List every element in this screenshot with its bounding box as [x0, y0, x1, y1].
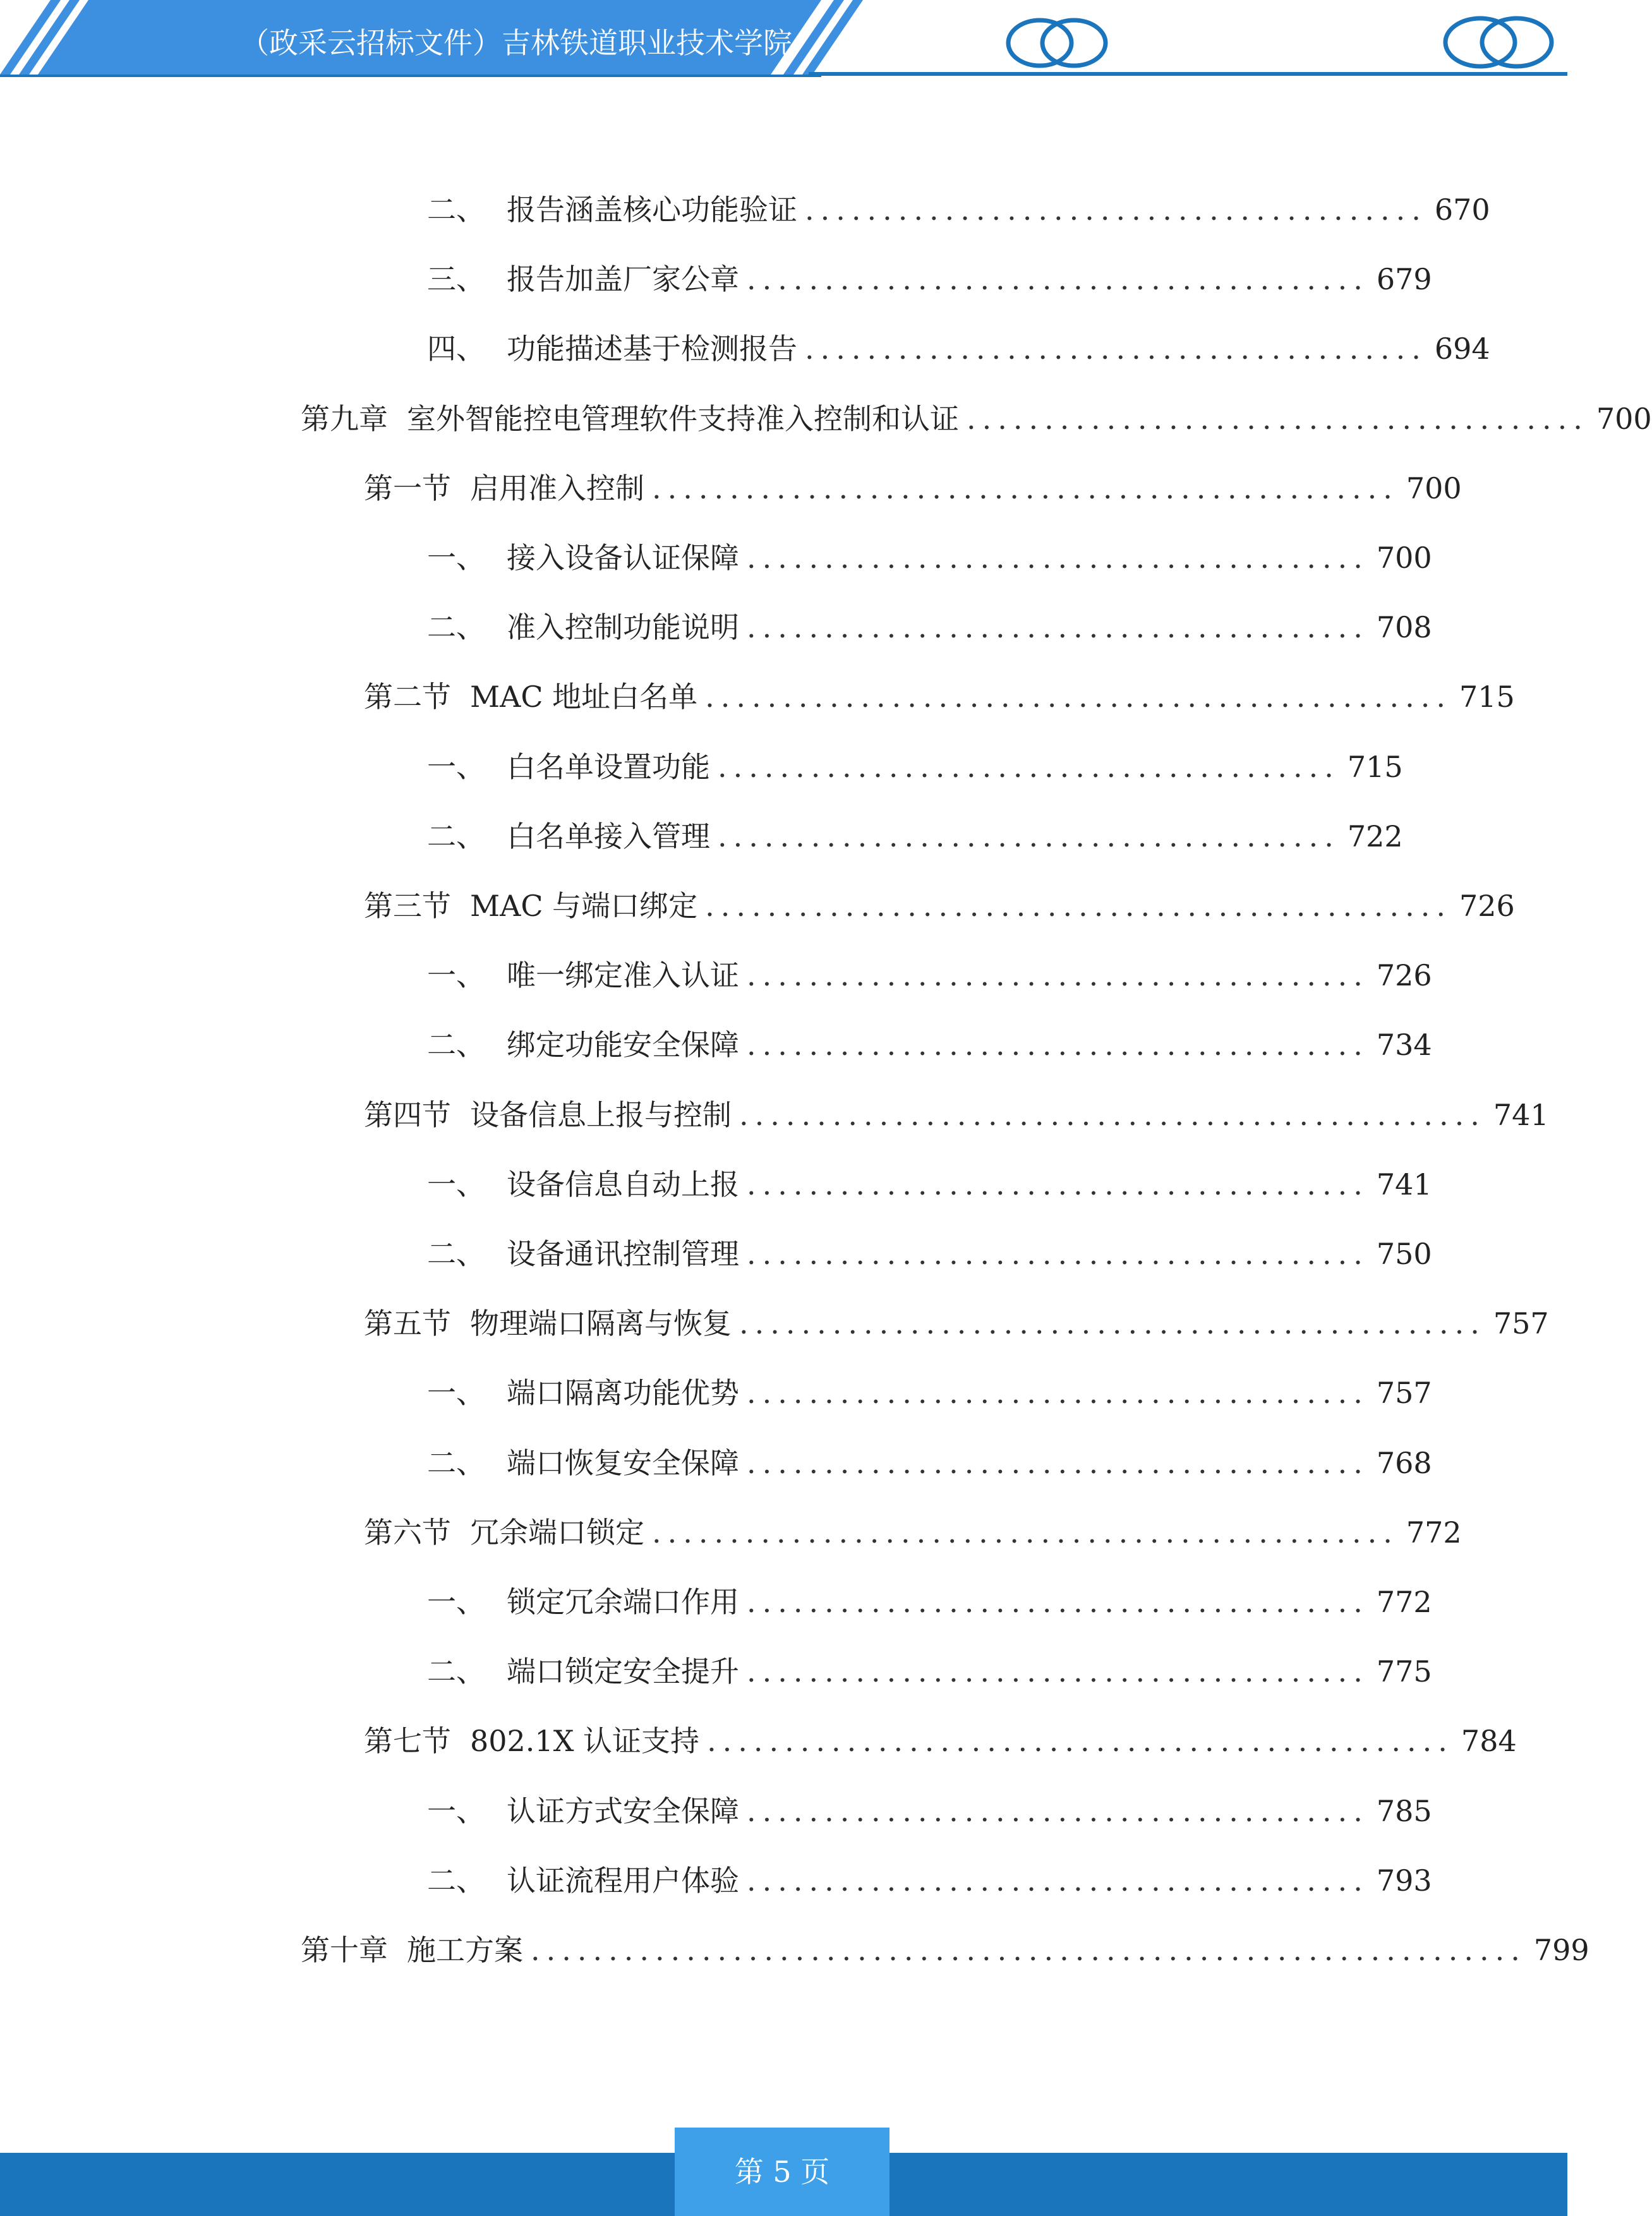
toc-entry-title: 认证方式安全保障	[507, 1794, 739, 1828]
toc-entry[interactable]	[427, 323, 1490, 374]
toc-entry-number: 一、	[427, 750, 485, 784]
toc-entry-page: 793	[1376, 1864, 1432, 1898]
toc-entry-title: 端口锁定安全提升	[507, 1654, 739, 1689]
toc-entry-number: 第一节	[364, 471, 451, 505]
toc-entry-leader: ........................................	[747, 1864, 1369, 1898]
toc-entry-number: 二、	[427, 1237, 485, 1271]
toc-entry-leader: ........................................	[747, 1585, 1369, 1619]
toc-entry-number: 第二节	[364, 680, 451, 714]
toc-entry-title: 白名单设置功能	[507, 750, 710, 784]
toc-entry-leader: ........................................	[747, 1237, 1369, 1271]
toc-entry-title: 施工方案	[407, 1933, 523, 1967]
toc-entry-leader: ........................................	[747, 1167, 1369, 1201]
toc-entry-number: 二、	[427, 1446, 485, 1480]
header-title: （政采云招标文件）吉林铁道职业技术学院	[240, 26, 792, 60]
toc-entry[interactable]	[427, 1159, 1432, 1210]
toc-entry-leader: ................................................	[652, 471, 1399, 505]
toc-entry[interactable]	[427, 1646, 1432, 1697]
toc-entry-page: 670	[1434, 193, 1490, 227]
toc-entry-leader: ........................................	[747, 541, 1369, 575]
toc-entry-page: 757	[1493, 1306, 1549, 1340]
toc-entry-number: 一、	[427, 1376, 485, 1410]
toc-entry-title: MAC 地址白名单	[470, 680, 698, 714]
toc-entry-title: 白名单接入管理	[507, 819, 710, 853]
toc-entry-number: 二、	[427, 1864, 485, 1898]
toc-entry-leader: ................................................	[739, 1306, 1486, 1340]
toc-entry[interactable]	[301, 1925, 1589, 1975]
toc-entry-page: 726	[1459, 889, 1515, 923]
toc-entry-title: 绑定功能安全保障	[507, 1028, 739, 1062]
toc-entry-leader: ........................................	[718, 750, 1340, 784]
toc-entry-number: 二、	[427, 610, 485, 644]
toc-entry-number: 二、	[427, 819, 485, 853]
toc-entry-title: 报告涵盖核心功能验证	[507, 193, 797, 227]
toc-entry[interactable]	[427, 950, 1432, 1001]
toc-entry-page: 775	[1376, 1654, 1432, 1689]
toc-entry-number: 第四节	[364, 1098, 451, 1132]
toc-entry[interactable]	[364, 881, 1515, 931]
toc-entry-number: 一、	[427, 541, 485, 575]
toc-entry-number: 一、	[427, 958, 485, 992]
toc-entry-leader: ........................................	[718, 819, 1340, 853]
toc-entry-page: 700	[1376, 541, 1432, 575]
toc-entry[interactable]	[427, 184, 1490, 235]
toc-entry-page: 799	[1533, 1933, 1589, 1967]
toc-entry-number: 第六节	[364, 1515, 451, 1550]
toc-entry-leader: ........................................	[747, 1654, 1369, 1689]
toc-entry-title: 802.1X 认证支持	[470, 1724, 700, 1758]
toc-entry-title: 认证流程用户体验	[507, 1864, 739, 1898]
toc-entry-title: 准入控制功能说明	[507, 610, 739, 644]
toc-entry-number: 第十章	[301, 1933, 388, 1967]
toc-entry[interactable]	[427, 1229, 1432, 1279]
toc-entry-title: 启用准入控制	[470, 471, 644, 505]
toc-entry-leader: ................................................	[739, 1098, 1486, 1132]
toc-entry-number: 三、	[427, 262, 485, 296]
toc-entry-title: 设备通讯控制管理	[507, 1237, 739, 1271]
toc-entry-page: 772	[1406, 1515, 1462, 1550]
toc-entry-page: 722	[1347, 819, 1403, 853]
toc-entry-page: 741	[1376, 1167, 1432, 1201]
toc-entry-title: 接入设备认证保障	[507, 541, 739, 575]
toc-entry-page: 715	[1347, 750, 1403, 784]
toc-entry-title: 室外智能控电管理软件支持准入控制和认证	[407, 402, 959, 436]
toc-entry[interactable]	[364, 1716, 1517, 1766]
toc-entry-page: 785	[1376, 1794, 1432, 1828]
toc-entry-leader: ................................................	[707, 1724, 1454, 1758]
page-number: 第 5 页	[675, 2128, 889, 2216]
toc-entry-number: 四、	[427, 332, 485, 366]
toc-entry-leader: ........................................	[805, 332, 1427, 366]
toc-entry[interactable]	[427, 742, 1403, 792]
toc-entry-title: 冗余端口锁定	[470, 1515, 644, 1550]
toc-entry-page: 784	[1461, 1724, 1517, 1758]
toc-entry-title: 设备信息自动上报	[507, 1167, 739, 1201]
toc-entry-page: 694	[1434, 332, 1490, 366]
toc-entry-page: 726	[1376, 958, 1432, 992]
toc-entry[interactable]	[427, 811, 1403, 862]
toc-entry-number: 第五节	[364, 1306, 451, 1340]
toc-entry-page: 750	[1376, 1237, 1432, 1271]
toc-entry-number: 二、	[427, 193, 485, 227]
toc-entry[interactable]	[364, 1090, 1549, 1140]
toc-entry-number: 第九章	[301, 402, 388, 436]
toc-entry-leader: ........................................	[747, 1446, 1369, 1480]
toc-entry-page: 768	[1376, 1446, 1432, 1480]
toc-entry-page: 741	[1493, 1098, 1549, 1132]
toc-entry-title: 端口隔离功能优势	[507, 1376, 739, 1410]
toc-entry-title: 端口恢复安全保障	[507, 1446, 739, 1480]
toc-entry-leader: ........................................	[747, 1794, 1369, 1828]
toc-entry[interactable]	[364, 1298, 1549, 1349]
toc-entry[interactable]	[364, 463, 1462, 514]
toc-entry[interactable]	[427, 1786, 1432, 1836]
toc-entry-page: 708	[1376, 610, 1432, 644]
toc-entry-leader: ........................................	[747, 610, 1369, 644]
toc-entry-title: 物理端口隔离与恢复	[470, 1306, 732, 1340]
toc-entry-title: 报告加盖厂家公章	[507, 262, 739, 296]
toc-entry[interactable]	[427, 1020, 1432, 1070]
toc-entry-title: 设备信息上报与控制	[470, 1098, 732, 1132]
toc-entry[interactable]	[427, 1577, 1432, 1627]
toc-entry[interactable]	[364, 1507, 1462, 1558]
toc-entry[interactable]	[427, 254, 1432, 304]
toc-entry-page: 734	[1376, 1028, 1432, 1062]
toc-entry-title: 唯一绑定准入认证	[507, 958, 739, 992]
toc-entry-page: 757	[1376, 1376, 1432, 1410]
toc-entry-number: 二、	[427, 1028, 485, 1062]
toc-entry[interactable]	[364, 671, 1515, 722]
toc-entry-number: 一、	[427, 1794, 485, 1828]
toc-entry-leader: ................................................................	[531, 1933, 1526, 1967]
toc-entry-number: 第三节	[364, 889, 451, 923]
toc-entry-leader: ........................................	[747, 262, 1369, 296]
toc-entry-leader: ........................................	[747, 1028, 1369, 1062]
toc-entry[interactable]	[427, 533, 1432, 583]
toc-entry-leader: ........................................	[747, 958, 1369, 992]
toc-entry-leader: ................................................	[705, 889, 1452, 923]
toc-entry-leader: ........................................	[747, 1376, 1369, 1410]
toc-entry[interactable]	[427, 1368, 1432, 1418]
toc-entry-page: 700	[1406, 471, 1462, 505]
toc-entry-leader: ................................................	[652, 1515, 1399, 1550]
toc-entry-number: 一、	[427, 1167, 485, 1201]
toc-entry-leader: ........................................	[967, 402, 1589, 436]
toc-entry-title: 锁定冗余端口作用	[507, 1585, 739, 1619]
toc-entry[interactable]	[427, 602, 1432, 653]
toc-entry[interactable]	[427, 1855, 1432, 1906]
toc-entry[interactable]	[301, 394, 1652, 444]
toc-entry-page: 715	[1459, 680, 1515, 714]
toc-entry[interactable]	[427, 1438, 1432, 1488]
toc-entry-title: 功能描述基于检测报告	[507, 332, 797, 366]
toc-entry-number: 一、	[427, 1585, 485, 1619]
toc-entry-page: 772	[1376, 1585, 1432, 1619]
toc-entry-page: 700	[1596, 402, 1652, 436]
toc-entry-number: 第七节	[364, 1724, 451, 1758]
toc-entry-page: 679	[1376, 262, 1432, 296]
toc-entry-leader: ................................................	[705, 680, 1452, 714]
toc-entry-leader: ........................................	[805, 193, 1427, 227]
toc-entry-title: MAC 与端口绑定	[470, 889, 698, 923]
toc-entry-number: 二、	[427, 1654, 485, 1689]
